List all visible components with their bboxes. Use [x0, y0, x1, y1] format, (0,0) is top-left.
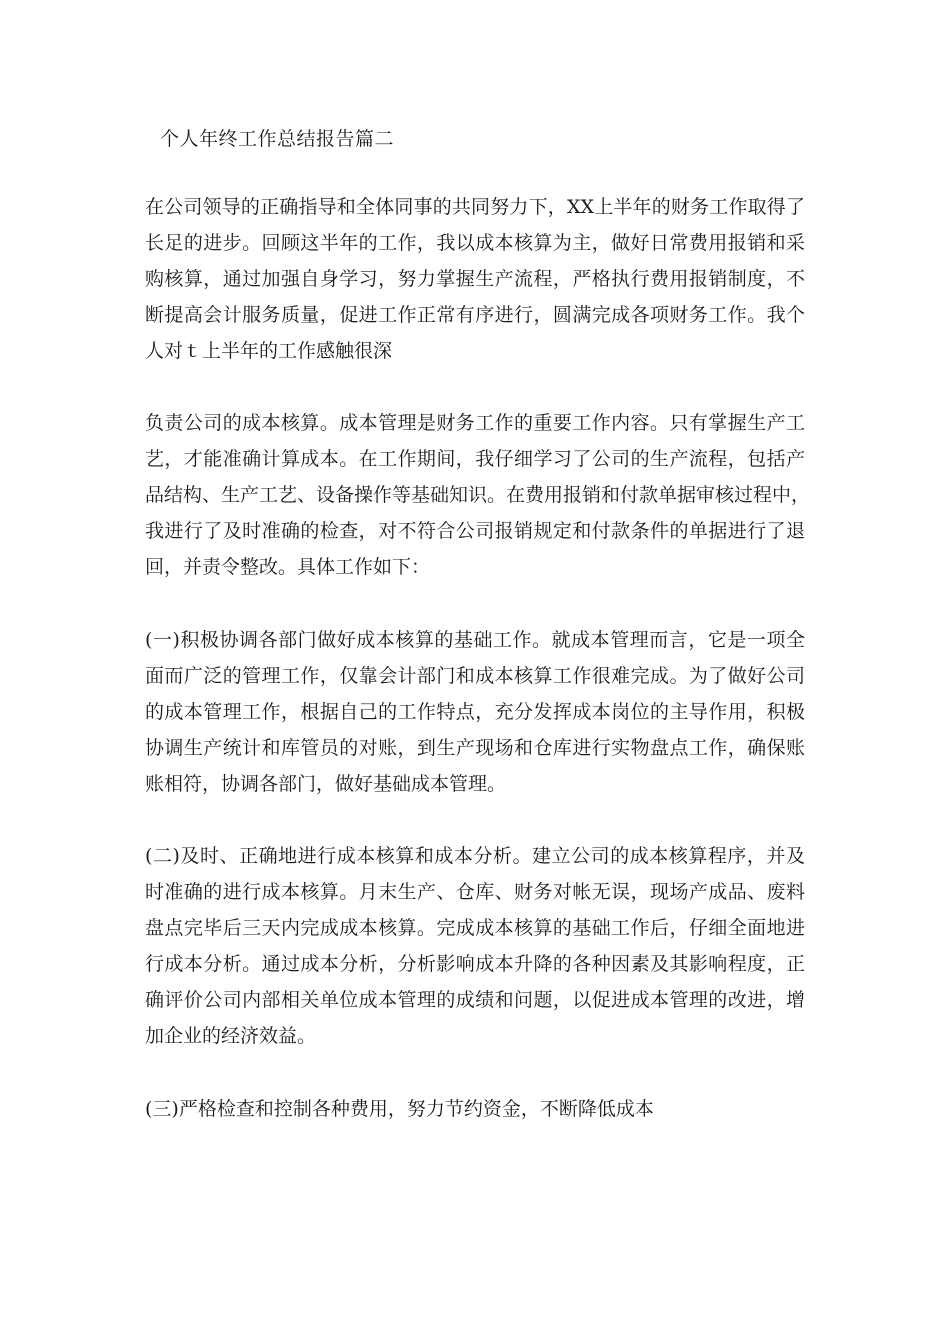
paragraph-line: 长足的进步。回顾这半年的工作，我以成本核算为主，做好日常费用报销和采 — [145, 232, 805, 254]
paragraph-line: 盘点完毕后三天内完成成本核算。完成成本核算的基础工作后，仔细全面地进 — [145, 917, 805, 939]
paragraph-line: 账相符，协调各部门，做好基础成本管理。 — [145, 773, 507, 795]
document-title: 个人年终工作总结报告篇二 — [160, 128, 395, 150]
paragraph-line: 回，并责令整改。具体工作如下： — [145, 556, 431, 578]
paragraph-line: 负责公司的成本核算。成本管理是财务工作的重要工作内容。只有掌握生产工 — [145, 412, 805, 434]
paragraph-line: 面而广泛的管理工作，仅靠会计部门和成本核算工作很难完成。为了做好公司 — [145, 665, 805, 687]
paragraph-line: 断提高会计服务质量，促进工作正常有序进行，圆满完成各项财务工作。我个 — [145, 304, 805, 326]
paragraph-line: 购核算，通过加强自身学习，努力掌握生产流程，严格执行费用报销制度，不 — [145, 268, 805, 290]
paragraph-line: 的成本管理工作，根据自己的工作特点，充分发挥成本岗位的主导作用，积极 — [145, 701, 805, 723]
paragraph-line: (一)积极协调各部门做好成本核算的基础工作。就成本管理而言，它是一项全 — [145, 629, 805, 651]
paragraph-line: 时准确的进行成本核算。月末生产、仓库、财务对帐无误，现场产成品、废料 — [145, 881, 805, 903]
paragraph-line: 品结构、生产工艺、设备操作等基础知识。在费用报销和付款单据审核过程中， — [145, 484, 811, 506]
paragraph-item-two — [145, 838, 805, 1054]
paragraph-line: 人对ｔ上半年的工作感触很深 — [145, 340, 393, 362]
paragraph-line: 确评价公司内部相关单位成本管理的成绩和问题，以促进成本管理的改进，增 — [145, 989, 805, 1011]
paragraph-line: 艺，才能准确计算成本。在工作期间，我仔细学习了公司的生产流程，包括产 — [145, 448, 805, 470]
paragraph-line: 加企业的经济效益。 — [145, 1025, 317, 1047]
paragraph-line: (三)严格检查和控制各种费用，努力节约资金，不断降低成本 — [145, 1098, 654, 1120]
paragraph-line: 我进行了及时准确的检查，对不符合公司报销规定和付款条件的单据进行了退 — [145, 520, 805, 542]
paragraph-intro — [145, 189, 805, 369]
paragraph-cost-accounting — [145, 405, 811, 585]
paragraph-item-one — [145, 622, 805, 802]
paragraph-item-three — [145, 1091, 805, 1127]
paragraph-line: 在公司领导的正确指导和全体同事的共同努力下，XX上半年的财务工作取得了 — [145, 196, 805, 218]
paragraph-line: 协调生产统计和库管员的对账，到生产现场和仓库进行实物盘点工作，确保账 — [145, 737, 805, 759]
paragraph-line: 行成本分析。通过成本分析，分析影响成本升降的各种因素及其影响程度，正 — [145, 953, 805, 975]
paragraph-line: (二)及时、正确地进行成本核算和成本分析。建立公司的成本核算程序，并及 — [145, 845, 805, 867]
